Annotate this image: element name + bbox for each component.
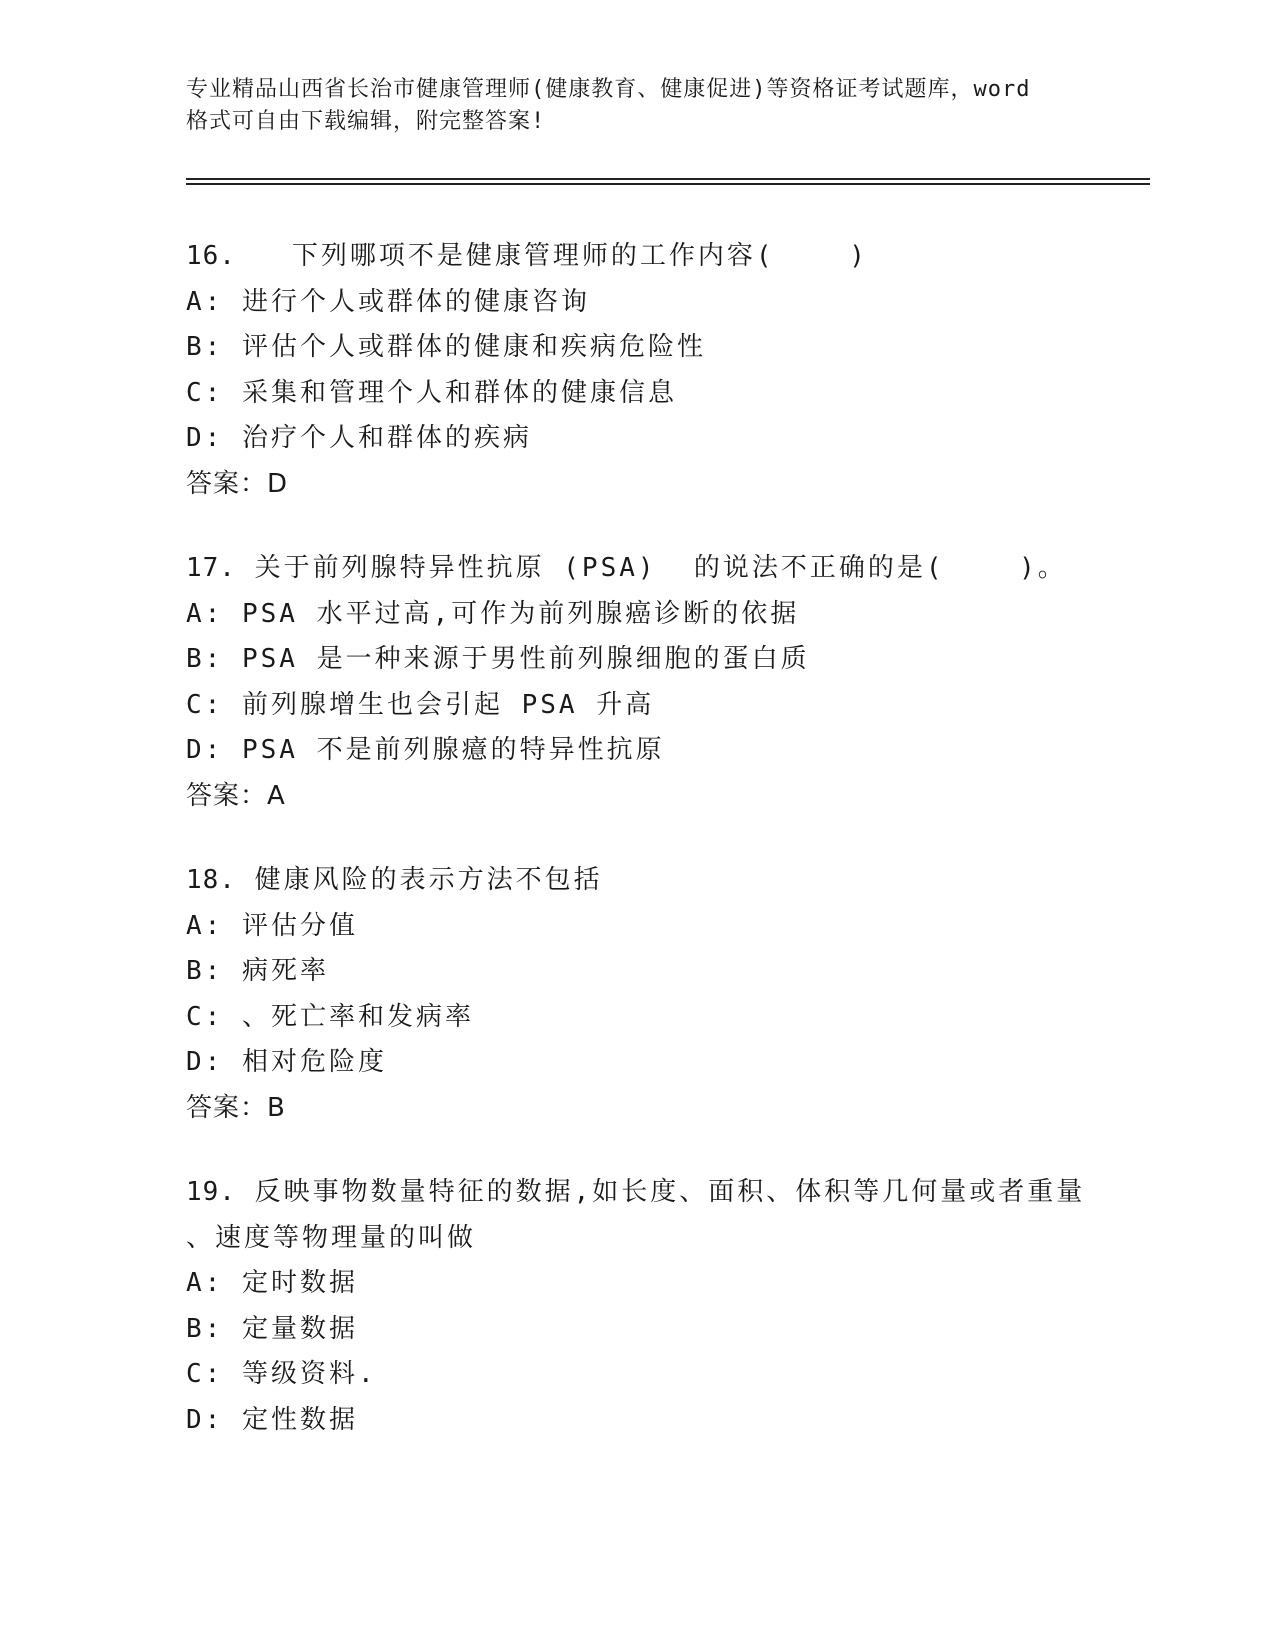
option-key: D: — [186, 1047, 224, 1077]
option-key: C: — [186, 377, 224, 408]
option-key: C: — [186, 1359, 224, 1389]
document-header — [186, 74, 1086, 138]
option-text: 等级资料. — [241, 1359, 377, 1389]
option-item — [186, 371, 1086, 417]
option-text: 评估分值 — [241, 910, 358, 941]
header-divider-bottom — [186, 183, 1150, 185]
option-item — [186, 1307, 1086, 1353]
question-number: 19. — [186, 1177, 236, 1207]
answer-label: 答案： — [186, 468, 268, 499]
option-item — [186, 280, 1086, 326]
question-list — [186, 234, 1086, 1482]
option-item — [186, 904, 1086, 950]
option-key: C: — [186, 1001, 224, 1032]
question-stem-text: 反映事物数量特征的数据,如长度、面积、体积等几何量或者重量 — [254, 1177, 1086, 1207]
answer-line — [186, 1086, 1086, 1132]
answer-value: D — [267, 468, 289, 499]
option-key: B: — [186, 644, 224, 674]
option-text: 定量数据 — [241, 1313, 358, 1344]
header-line-2: 格式可自由下载编辑，附完整答案! — [186, 109, 546, 134]
question-number: 16. — [186, 241, 236, 271]
option-item — [186, 949, 1086, 995]
option-key: A: — [186, 598, 224, 629]
option-text: 进行个人或群体的健康咨询 — [241, 286, 590, 317]
option-text: 评估个人或群体的健康和疾病危险性 — [241, 332, 706, 362]
question-block — [186, 234, 1086, 507]
option-item — [186, 1261, 1086, 1307]
question-number: 18. — [186, 865, 236, 895]
option-item — [186, 416, 1086, 462]
header-divider-top — [186, 178, 1150, 180]
option-item — [186, 683, 1086, 729]
header-line-1: 专业精品山西省长治市健康管理师(健康教育、健康促进)等资格证考试题库，word — [186, 77, 1031, 102]
option-key: C: — [186, 689, 224, 720]
option-text: 定性数据 — [241, 1404, 358, 1435]
question-stem — [186, 1216, 1086, 1262]
question-stem — [186, 858, 1086, 904]
option-text: 病死率 — [241, 956, 329, 986]
answer-line — [186, 462, 1086, 508]
question-stem-text: 下列哪项不是健康管理师的工作内容( ) — [254, 241, 868, 271]
option-key: D: — [186, 735, 224, 765]
option-item — [186, 1398, 1086, 1444]
answer-line — [186, 774, 1086, 820]
question-block — [186, 546, 1086, 819]
option-text: 前列腺增生也会引起 PSA 升高 — [241, 689, 655, 720]
option-text: PSA 不是前列腺癔的特异性抗原 — [241, 735, 665, 765]
option-item — [186, 637, 1086, 683]
option-text: PSA 水平过高,可作为前列腺癌诊断的依据 — [241, 598, 800, 629]
option-key: D: — [186, 423, 224, 453]
question-stem-text: 、速度等物理量的叫做 — [186, 1222, 477, 1253]
question-block — [186, 1170, 1086, 1443]
answer-label: 答案： — [186, 780, 268, 811]
question-stem — [186, 1170, 1086, 1216]
option-key: A: — [186, 1268, 224, 1298]
option-item — [186, 592, 1086, 638]
option-key: B: — [186, 956, 224, 986]
option-item — [186, 325, 1086, 371]
option-item — [186, 728, 1086, 774]
option-item — [186, 1352, 1086, 1398]
option-key: A: — [186, 910, 224, 941]
option-text: 采集和管理个人和群体的健康信息 — [241, 377, 677, 408]
option-text: 相对危险度 — [241, 1047, 387, 1077]
answer-value: B — [267, 1092, 286, 1123]
option-text: 治疗个人和群体的疾病 — [241, 423, 532, 453]
question-stem-text: 健康风险的表示方法不包括 — [254, 865, 603, 895]
answer-value: A — [267, 780, 286, 811]
option-text: 、死亡率和发病率 — [241, 1001, 474, 1032]
option-key: B: — [186, 332, 224, 362]
question-block — [186, 858, 1086, 1131]
option-key: A: — [186, 286, 224, 317]
question-number: 17. — [186, 553, 236, 583]
option-key: B: — [186, 1313, 224, 1344]
option-text: PSA 是一种来源于男性前列腺细胞的蛋白质 — [241, 644, 810, 674]
option-item — [186, 1040, 1086, 1086]
option-item — [186, 995, 1086, 1041]
question-stem — [186, 234, 1086, 280]
question-stem — [186, 546, 1086, 592]
option-key: D: — [186, 1404, 224, 1435]
answer-label: 答案： — [186, 1092, 268, 1123]
question-stem-text: 关于前列腺特异性抗原 (PSA) 的说法不正确的是( )。 — [254, 553, 1067, 583]
option-text: 定时数据 — [241, 1268, 358, 1298]
